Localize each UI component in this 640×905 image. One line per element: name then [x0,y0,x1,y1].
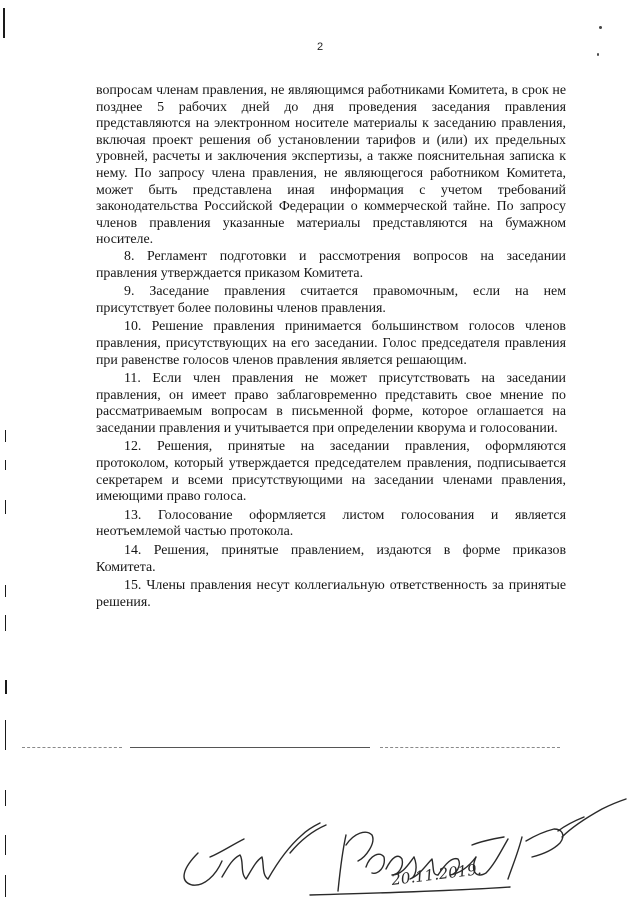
scan-edge-mark [5,500,6,514]
scan-speck [599,26,602,29]
footer-rule-right [380,747,560,748]
scan-edge-mark [5,615,6,631]
scan-edge-mark [3,8,5,38]
handwritten-date: 20.11.2019. [390,860,483,889]
scan-edge-mark [5,875,6,897]
paragraph-item-13: 13. Голосование оформляется листом голосования и является неотъемлемой частью протокола. [96,507,566,540]
document-body [96,83,566,611]
scan-edge-mark [5,585,6,597]
scan-edge-mark [5,680,7,694]
paragraph-item-15: 15. Члены правления несут коллегиальную ответственность за принятые решения. [96,578,566,610]
signature-scribbles [170,795,630,900]
paragraph-continuation: вопросам членам правления, не являющимся работниками Комитета, в срок не позднее 5 рабочих дней до дня проведения заседания правления представляются на электронном носителе материалы к заседанию правления, включая проект решения об установлении тарифов и (или) их предельных уровней, расчеты и заключения экспертизы, а также пояснительная записка к нему. По запросу члена правления, не являющегося работником Комитета, может быть представлена иная информация с учетом требований законодательства Российской Федерации о коммерческой тайне. По запросу членов правления указанные материалы представляются на бумажном носителе. [96,83,566,248]
footer-rule-left [22,747,122,748]
scan-edge-mark [5,720,6,750]
paragraph-item-10: 10. Решение правления принимается большинством голосов членов правления, присутствующих на его заседании. Голос председателя правления при равенстве голосов членов правления является решающим. [96,319,566,368]
scan-edge-mark [5,430,6,442]
page-number: 2 [316,41,324,53]
scan-edge-mark [5,790,6,806]
signatures [170,795,630,900]
scan-edge-mark [5,460,6,470]
paragraph-item-14: 14. Решения, принятые правлением, издаются в форме приказов Комитета. [96,543,566,575]
scan-speck [597,53,599,56]
scan-edge-mark [5,835,6,855]
footer-rule-center [130,747,370,748]
paragraph-item-9: 9. Заседание правления считается правомочным, если на нем присутствует более половины членов правления. [96,284,566,316]
paragraph-item-12: 12. Решения, принятые на заседании правления, оформляются протоколом, который утверждается председателем правления, подписывается секретарем и всеми присутствующими на заседании членами правления, имеющими право голоса. [96,439,566,505]
paragraph-item-8: 8. Регламент подготовки и рассмотрения вопросов на заседании правления утверждается приказом Комитета. [96,248,566,281]
paragraph-item-11: 11. Если член правления не может присутствовать на заседании правления, он имеет право заблаговременно представить свое мнение по рассматриваемым вопросам в письменной форме, которое оглашается на заседании правления и учитывается при определении кворума и голосовании. [96,371,566,436]
